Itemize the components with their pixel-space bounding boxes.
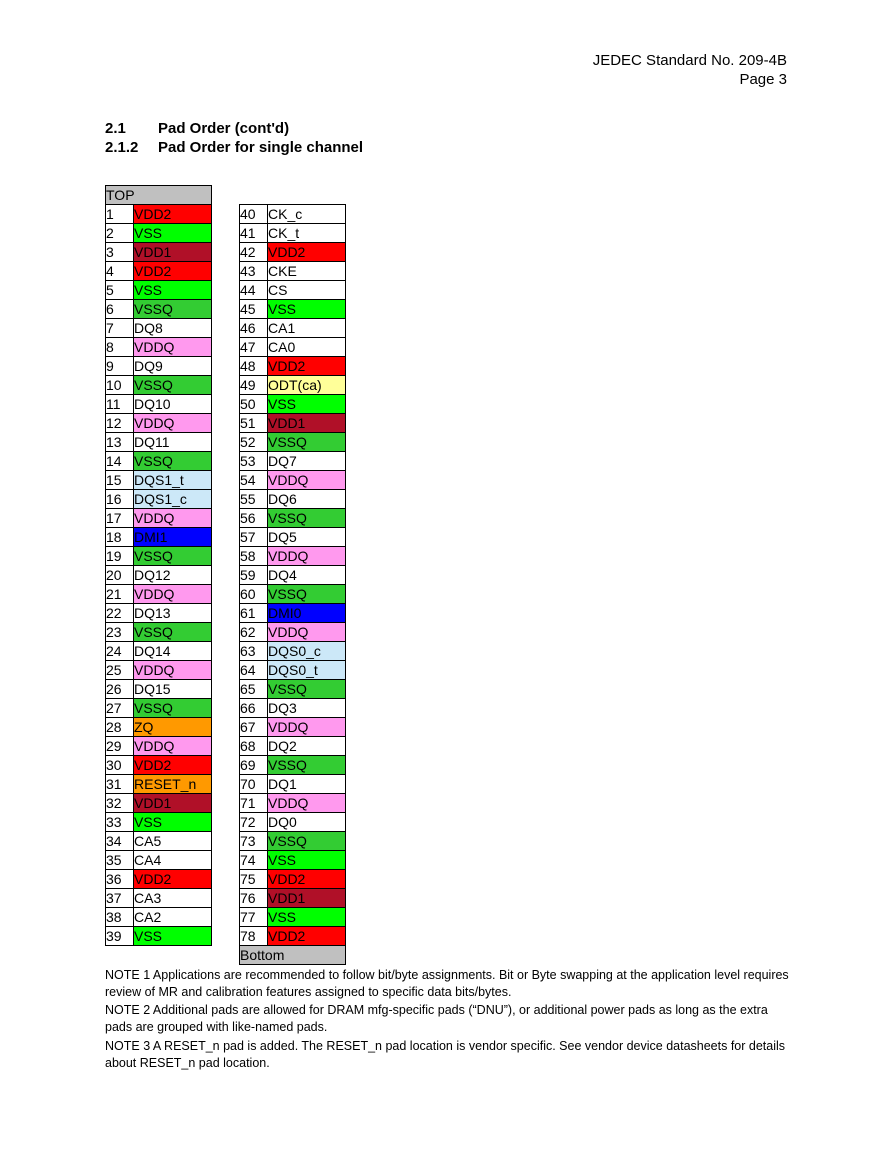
pad-name: VDDQ [133,508,212,528]
pad-number: 63 [239,641,268,661]
pad-name: VDDQ [133,584,212,604]
table-top-label: TOP [105,185,212,205]
pad-name: DQ11 [133,432,212,452]
pad-name: VDDQ [267,793,346,813]
pad-number: 78 [239,926,268,946]
pad-name: VSS [133,926,212,946]
pad-number: 18 [105,527,134,547]
pad-number: 29 [105,736,134,756]
pad-number: 62 [239,622,268,642]
pad-number: 26 [105,679,134,699]
section-number: 2.1 [105,120,126,137]
pad-name: DQ8 [133,318,212,338]
pad-number: 19 [105,546,134,566]
pad-name: DQ12 [133,565,212,585]
pad-name: DQ7 [267,451,346,471]
pad-name: VDD2 [133,869,212,889]
pad-name: DQ4 [267,565,346,585]
note-2: NOTE 2 Additional pads are allowed for DRAM mfg-specific pads (“DNU”), or additional power pads as long as the extra pads are grouped with like-named pads. [105,1003,768,1034]
pad-name: VSS [267,907,346,927]
pad-name: VDD2 [267,242,346,262]
pad-name: CA1 [267,318,346,338]
pad-name: ZQ [133,717,212,737]
pad-name: DQ14 [133,641,212,661]
pad-number: 39 [105,926,134,946]
pad-number: 31 [105,774,134,794]
pad-name: VSSQ [133,546,212,566]
note-3: NOTE 3 A RESET_n pad is added. The RESET_n pad location is vendor specific. See vendor device datasheets for details about RESET_n pad location. [105,1039,786,1070]
pad-name: VSS [267,850,346,870]
pad-name: DQ1 [267,774,346,794]
pad-number: 77 [239,907,268,927]
pad-number: 69 [239,755,268,775]
pad-name: CK_t [267,223,346,243]
pad-name: VSSQ [133,451,212,471]
pad-name: DQS0_t [267,660,346,680]
pad-number: 2 [105,223,134,243]
pad-number: 14 [105,451,134,471]
pad-number: 23 [105,622,134,642]
pad-name: VDD1 [133,242,212,262]
pad-number: 60 [239,584,268,604]
pad-number: 10 [105,375,134,395]
pad-name: VDD2 [267,356,346,376]
pad-number: 68 [239,736,268,756]
pad-name: VDDQ [133,736,212,756]
pad-number: 34 [105,831,134,851]
section-title: Pad Order for single channel [158,139,364,156]
pad-number: 27 [105,698,134,718]
pad-name: VDDQ [267,470,346,490]
pad-name: VSSQ [133,299,212,319]
pad-number: 71 [239,793,268,813]
pad-name: RESET_n [133,774,212,794]
pad-number: 9 [105,356,134,376]
page-number: Page 3 [739,71,787,88]
pad-number: 53 [239,451,268,471]
pad-number: 70 [239,774,268,794]
pad-name: VDD2 [267,869,346,889]
pad-name: VSSQ [267,508,346,528]
pad-number: 73 [239,831,268,851]
pad-number: 43 [239,261,268,281]
pad-number: 12 [105,413,134,433]
pad-name: VDDQ [133,660,212,680]
pad-number: 38 [105,907,134,927]
pad-name: VDD2 [133,204,212,224]
pad-name: CA5 [133,831,212,851]
pad-name: DQS0_c [267,641,346,661]
pad-number: 46 [239,318,268,338]
pad-name: VDDQ [267,717,346,737]
pad-name: VSSQ [267,432,346,452]
pad-number: 22 [105,603,134,623]
pad-name: VSS [133,223,212,243]
pad-name: DMI0 [267,603,346,623]
pad-name: VDDQ [133,413,212,433]
pad-number: 50 [239,394,268,414]
pad-name: VSS [133,280,212,300]
section-number: 2.1.2 [105,139,139,156]
pad-name: CK_c [267,204,346,224]
pad-number: 7 [105,318,134,338]
pad-name: CA0 [267,337,346,357]
pad-number: 40 [239,204,268,224]
pad-number: 51 [239,413,268,433]
table-bottom-label: Bottom [239,945,346,965]
pad-name: VSSQ [267,679,346,699]
pad-name: DQ0 [267,812,346,832]
pad-name: VSS [267,299,346,319]
pad-name: VSS [267,394,346,414]
pad-number: 48 [239,356,268,376]
section-title: Pad Order (cont'd) [158,120,290,137]
note-1: NOTE 1 Applications are recommended to follow bit/byte assignments. Bit or Byte swapping at the application level requires review of MR and calibration features assigned to specific data bits/bytes. [105,968,789,999]
pad-number: 76 [239,888,268,908]
pad-name: CA3 [133,888,212,908]
pad-number: 72 [239,812,268,832]
pad-number: 11 [105,394,134,414]
pad-name: VSSQ [267,755,346,775]
pad-name: CA4 [133,850,212,870]
pad-number: 21 [105,584,134,604]
pad-number: 49 [239,375,268,395]
pad-number: 36 [105,869,134,889]
pad-number: 25 [105,660,134,680]
pad-name: VSSQ [133,375,212,395]
pad-number: 4 [105,261,134,281]
pad-number: 32 [105,793,134,813]
pad-name: VSS [133,812,212,832]
pad-name: DQ3 [267,698,346,718]
pad-name: VDD1 [267,888,346,908]
pad-name: VDD1 [267,413,346,433]
pad-name: VSSQ [133,622,212,642]
pad-number: 57 [239,527,268,547]
pad-number: 56 [239,508,268,528]
pad-name: CS [267,280,346,300]
pad-number: 35 [105,850,134,870]
pad-number: 8 [105,337,134,357]
pad-name: VDDQ [133,337,212,357]
pad-number: 67 [239,717,268,737]
pad-name: DQS1_t [133,470,212,490]
pad-number: 59 [239,565,268,585]
pad-number: 3 [105,242,134,262]
pad-name: CA2 [133,907,212,927]
pad-number: 42 [239,242,268,262]
pad-number: 61 [239,603,268,623]
pad-number: 52 [239,432,268,452]
pad-number: 64 [239,660,268,680]
pad-name: DQ6 [267,489,346,509]
pad-number: 5 [105,280,134,300]
pad-number: 41 [239,223,268,243]
pad-number: 55 [239,489,268,509]
document-standard-id: JEDEC Standard No. 209-4B [592,52,787,69]
pad-number: 45 [239,299,268,319]
pad-number: 33 [105,812,134,832]
pad-name: DQ13 [133,603,212,623]
pad-number: 16 [105,489,134,509]
pad-number: 13 [105,432,134,452]
pad-name: VDDQ [267,622,346,642]
pad-number: 74 [239,850,268,870]
pad-name: DQ15 [133,679,212,699]
pad-name: ODT(ca) [267,375,346,395]
pad-number: 15 [105,470,134,490]
pad-number: 17 [105,508,134,528]
pad-name: VDD1 [133,793,212,813]
pad-name: VDD2 [267,926,346,946]
pad-number: 65 [239,679,268,699]
pad-name: DQ2 [267,736,346,756]
section-heading-2-1-2 [105,138,363,157]
pad-number: 44 [239,280,268,300]
pad-name: DQ9 [133,356,212,376]
pad-number: 54 [239,470,268,490]
pad-name: CKE [267,261,346,281]
section-heading-2-1 [105,119,289,138]
pad-name: DMI1 [133,527,212,547]
pad-name: DQ10 [133,394,212,414]
pad-name: VDD2 [133,755,212,775]
pad-number: 30 [105,755,134,775]
pad-number: 58 [239,546,268,566]
pad-name: VDDQ [267,546,346,566]
pad-number: 1 [105,204,134,224]
pad-name: VSSQ [133,698,212,718]
pad-number: 6 [105,299,134,319]
pad-number: 75 [239,869,268,889]
pad-name: VSSQ [267,831,346,851]
pad-name: VDD2 [133,261,212,281]
pad-number: 37 [105,888,134,908]
pad-name: VSSQ [267,584,346,604]
pad-number: 66 [239,698,268,718]
pad-number: 28 [105,717,134,737]
pad-name: DQS1_c [133,489,212,509]
pad-number: 47 [239,337,268,357]
pad-number: 24 [105,641,134,661]
pad-number: 20 [105,565,134,585]
pad-name: DQ5 [267,527,346,547]
